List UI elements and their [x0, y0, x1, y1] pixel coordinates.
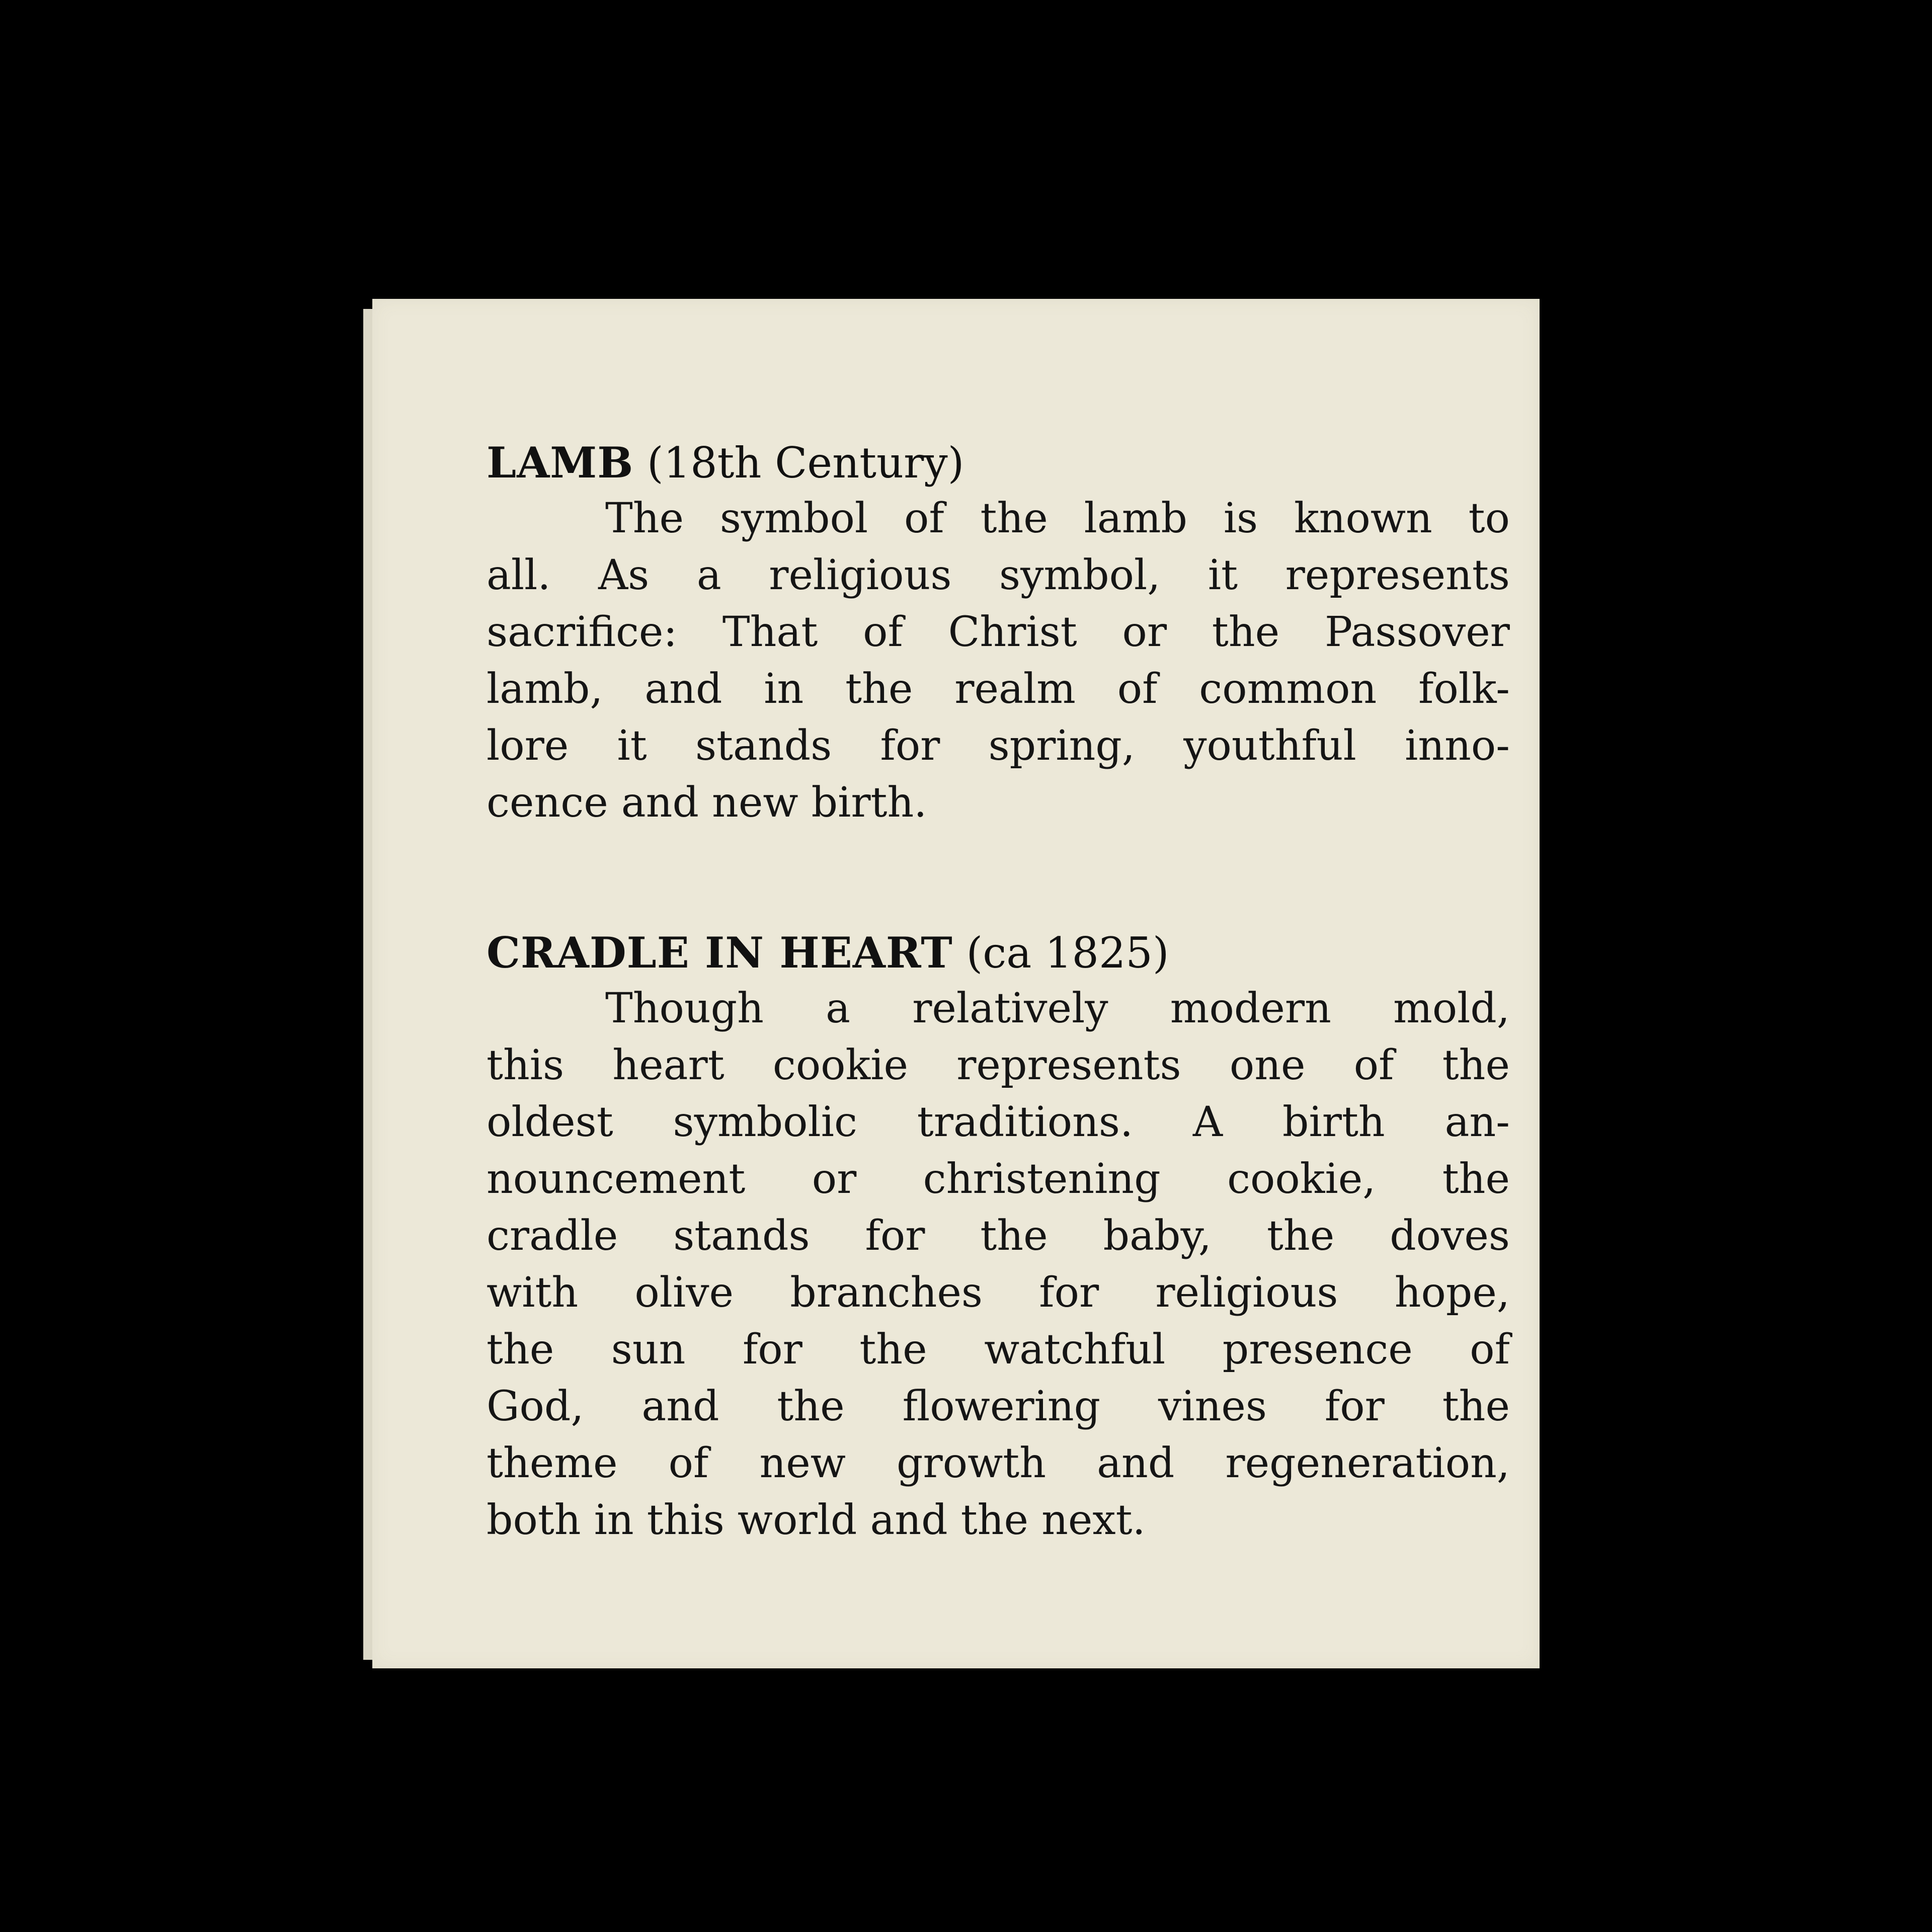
section-heading — [487, 926, 1510, 980]
section-paragraph — [487, 490, 1510, 831]
heading-title: CRADLE IN HEART — [487, 928, 953, 978]
paragraph-line: the sun for the watchful presence of — [487, 1326, 1510, 1374]
section-lamb — [487, 436, 1510, 831]
paragraph-line: God, and the flowering vines for the — [487, 1383, 1510, 1430]
paragraph-line: Though a relatively modern mold, — [605, 985, 1510, 1032]
heading-title: LAMB — [487, 438, 634, 488]
paragraph-line: nouncement or christening cookie, the — [487, 1155, 1510, 1203]
paragraph-line: cence and new birth. — [487, 779, 927, 827]
document-card — [372, 299, 1540, 1668]
document-text — [487, 436, 1510, 1549]
paragraph-line: oldest symbolic traditions. A birth an- — [487, 1098, 1510, 1146]
section-cradle-in-heart — [487, 926, 1510, 1549]
section-heading — [487, 436, 1510, 490]
paragraph-line: both in this world and the next. — [487, 1496, 1146, 1544]
paragraph-line: with olive branches for religious hope, — [487, 1269, 1510, 1317]
heading-date: (18th Century) — [647, 438, 964, 488]
paragraph-line: The symbol of the lamb is known to — [605, 495, 1510, 542]
paragraph-line: this heart cookie represents one of the — [487, 1041, 1510, 1089]
paragraph-line: lore it stands for spring, youthful inno- — [487, 722, 1510, 770]
paragraph-line: lamb, and in the realm of common folk- — [487, 665, 1510, 713]
paragraph-line: cradle stands for the baby, the doves — [487, 1212, 1510, 1260]
paragraph-line: all. As a religious symbol, it represents — [487, 551, 1510, 599]
heading-date: (ca 1825) — [966, 928, 1169, 978]
section-paragraph — [487, 980, 1510, 1549]
paragraph-line: theme of new growth and regeneration, — [487, 1439, 1510, 1487]
paragraph-line: sacrifice: That of Christ or the Passover — [487, 608, 1510, 656]
